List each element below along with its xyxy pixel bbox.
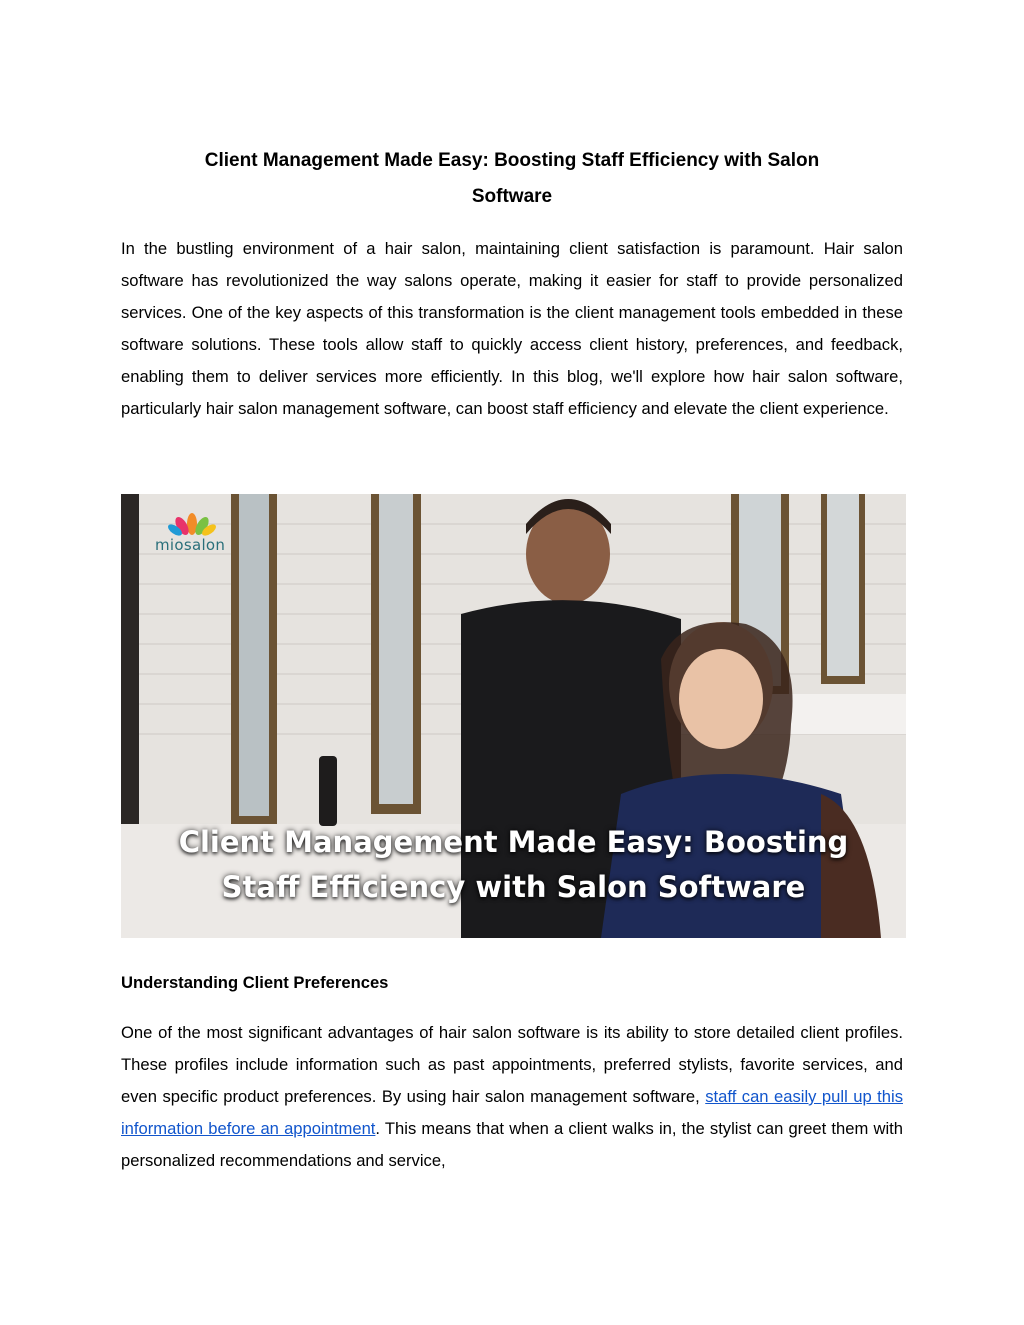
brand-name: miosalon [155, 536, 226, 554]
article-title [121, 143, 903, 215]
hero-caption-line-2: Staff Efficiency with Salon Software [221, 870, 806, 904]
section-paragraph [121, 1017, 903, 1177]
hero-image [121, 494, 906, 938]
section-text-after-link: . This means that when a client walks in, the stylist can greet them with personalized recommendations and service, [121, 1119, 903, 1170]
appointment-info-link[interactable]: staff can easily pull up this information before an appointment [121, 1087, 903, 1138]
section-text-before-link: One of the most significant advantages of hair salon software is its ability to store detailed client profiles. These profiles include information such as past appointments, preferred stylists, favorite services, and even specific product preferences. By using hair salon management software, [121, 1023, 903, 1106]
article-title-line-1: Client Management Made Easy: Boosting Staff Efficiency with Salon [204, 150, 820, 171]
lotus-logo-icon [167, 508, 217, 538]
miosalon-logo [135, 508, 245, 558]
intro-paragraph: In the bustling environment of a hair salon, maintaining client satisfaction is paramount. Hair salon software has revolutionized the way salons operate, making it easier for staff to provide personalized services. One of the key aspects of this transformation is the client management tools embedded in these software solutions. These tools allow staff to quickly access client history, preferences, and feedback, enabling them to deliver services more efficiently. In this blog, we'll explore how hair salon software, particularly hair salon management software, can boost staff efficiency and elevate the client experience. [121, 239, 903, 418]
hero-caption-line-1: Client Management Made Easy: Boosting [178, 825, 849, 859]
section-heading: Understanding Client Preferences [121, 973, 389, 992]
article-title-line-2: Software [471, 186, 553, 207]
